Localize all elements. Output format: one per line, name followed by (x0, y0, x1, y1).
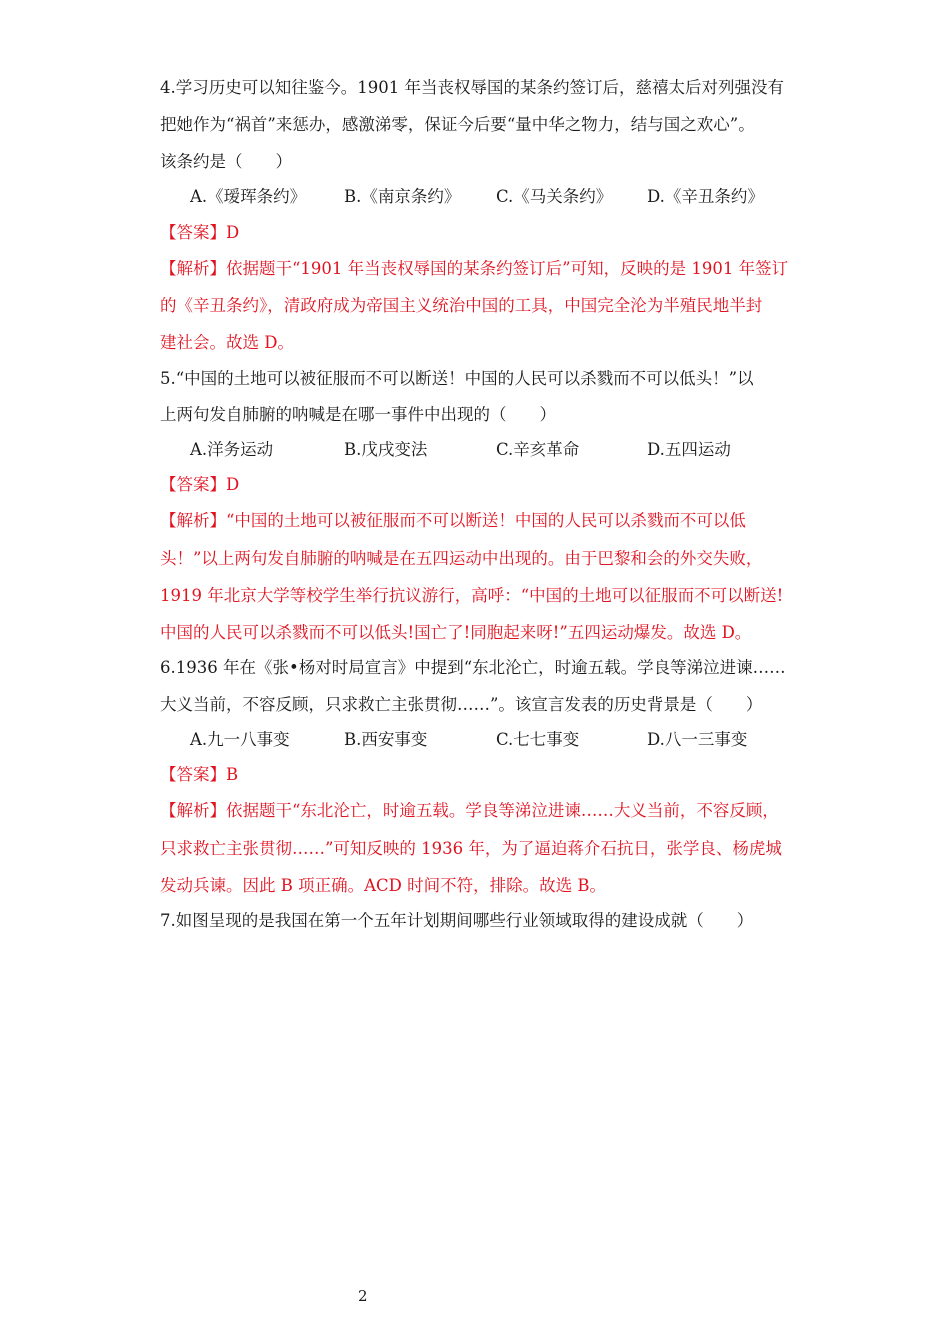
q6-analysis-line-2: 只求救亡主张贯彻……”可知反映的 1936 年，为了逼迫蒋介石抗日，张学良、杨虎城 (160, 839, 782, 858)
q6-answer: 【答案】B (160, 765, 239, 784)
q5-option-b: B.戊戌变法 (344, 440, 428, 459)
q7-stem-line-1: 7.如图呈现的是我国在第一个五年计划期间哪些行业领域取得的建设成就（ ） (160, 911, 754, 930)
q4-answer: 【答案】D (160, 223, 240, 242)
q4-stem-line-3: 该条约是（ ） (160, 152, 292, 171)
q5-option-c: C.辛亥革命 (496, 440, 580, 459)
q6-option-c: C.七七事变 (496, 730, 580, 749)
q5-answer: 【答案】D (160, 475, 240, 494)
q6-option-d: D.八一三事变 (647, 730, 748, 749)
q6-analysis-line-1: 【解析】依据题干“东北沦亡，时逾五载。学良等涕泣进谏……大义当前，不容反顾， (160, 801, 779, 820)
q5-analysis-line-3: 1919 年北京大学等校学生举行抗议游行，高呼：“中国的土地可以征服而不可以断送! (160, 586, 784, 605)
q4-analysis-line-3: 建社会。故选 D。 (160, 333, 294, 352)
q5-analysis-line-1: 【解析】“中国的土地可以被征服而不可以断送！中国的人民可以杀戮而不可以低 (160, 511, 746, 530)
q6-stem-line-1: 6.1936 年在《张•杨对时局宣言》中提到“东北沦亡，时逾五载。学良等涕泣进谏…… (160, 658, 786, 677)
q4-analysis-line-2: 的《辛丑条约》，清政府成为帝国主义统治中国的工具，中国完全沦为半殖民地半封 (160, 296, 763, 315)
q4-option-c: C.《马关条约》 (496, 187, 613, 206)
q5-analysis-line-2: 头！”以上两句发自肺腑的呐喊是在五四运动中出现的。由于巴黎和会的外交失败， (160, 549, 763, 568)
q6-analysis-line-3: 发动兵谏。因此 B 项正确。ACD 时间不符，排除。故选 B。 (160, 876, 606, 895)
q6-stem-line-2: 大义当前，不容反顾，只求救亡主张贯彻……”。该宣言发表的历史背景是（ ） (160, 695, 763, 714)
q4-analysis-line-1: 【解析】依据题干“1901 年当丧权辱国的某条约签订后”可知，反映的是 1901 年签订 (160, 259, 789, 278)
q4-stem-line-1: 4.学习历史可以知往鉴今。1901 年当丧权辱国的某条约签订后，慈禧太后对列强没有 (160, 78, 784, 97)
q6-option-b: B.西安事变 (344, 730, 428, 749)
q4-option-d: D.《辛丑条约》 (647, 187, 764, 206)
q5-stem-line-1: 5.“中国的土地可以被征服而不可以断送！中国的人民可以杀戮而不可以低头！”以 (160, 369, 754, 388)
q5-analysis-line-4: 中国的人民可以杀戮而不可以低头!国亡了!同胞起来呀!”五四运动爆发。故选 D。 (160, 623, 752, 642)
q4-stem-line-2: 把她作为“祸首”来惩办，感激涕零，保证今后要“量中华之物力，结与国之欢心”。 (160, 115, 755, 134)
q5-option-a: A.洋务运动 (190, 440, 274, 459)
q6-option-a: A.九一八事变 (190, 730, 290, 749)
q4-option-a: A.《瑷珲条约》 (190, 187, 307, 206)
page-number: 2 (358, 1287, 368, 1305)
q5-stem-line-2: 上两句发自肺腑的呐喊是在哪一事件中出现的（ ） (160, 405, 556, 424)
q4-option-b: B.《南京条约》 (344, 187, 461, 206)
q5-option-d: D.五四运动 (647, 440, 731, 459)
